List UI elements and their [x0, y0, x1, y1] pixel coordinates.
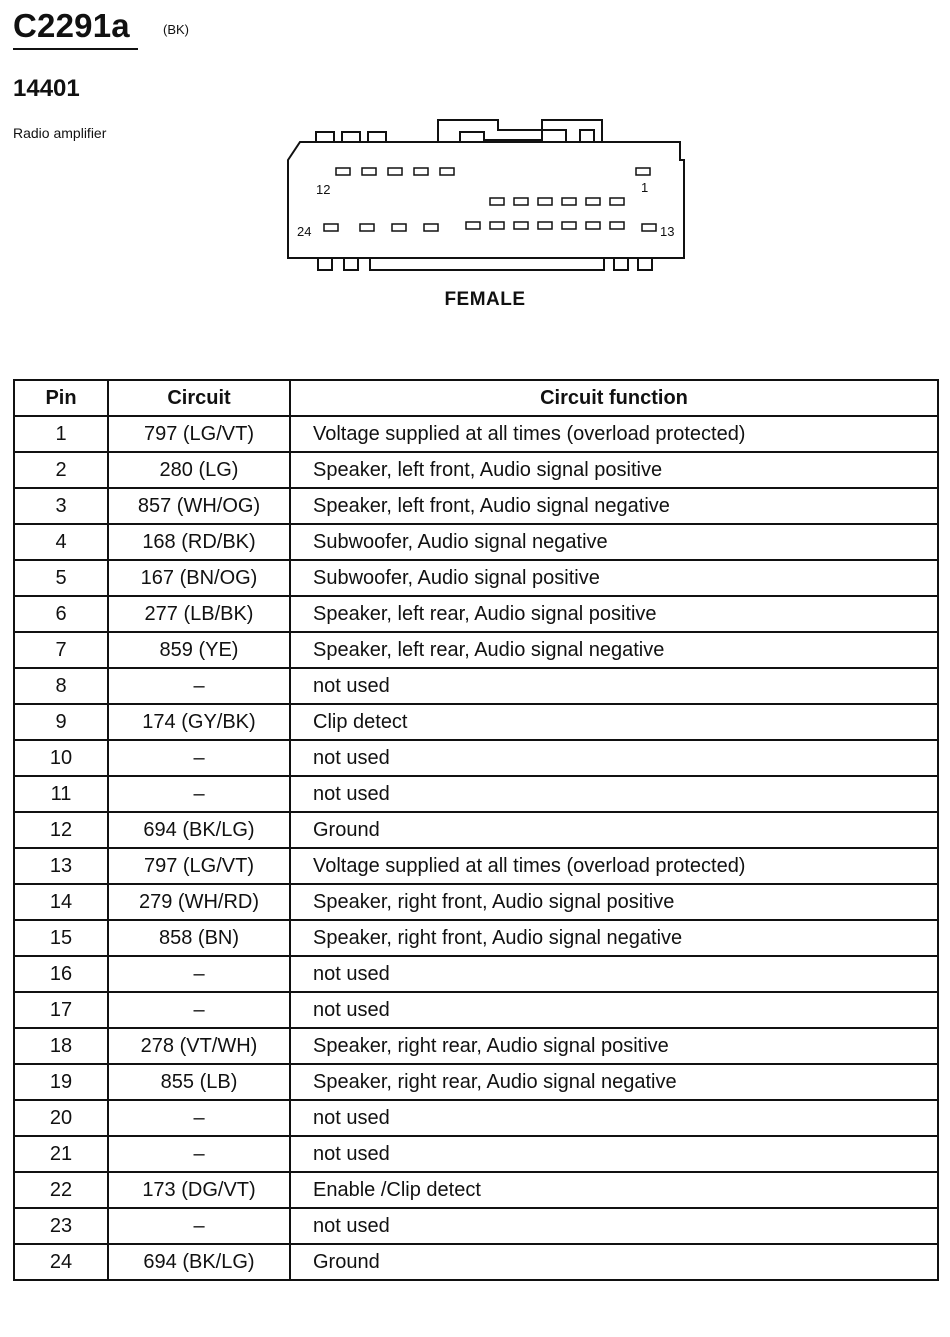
circuit-cell: 855 (LB) — [108, 1064, 290, 1100]
table-row — [14, 488, 938, 524]
circuit-cell: 279 (WH/RD) — [108, 884, 290, 920]
circuit-cell: 277 (LB/BK) — [108, 596, 290, 632]
circuit-cell: 797 (LG/VT) — [108, 848, 290, 884]
function-cell: Speaker, right rear, Audio signal positive — [290, 1028, 938, 1064]
pinout-table — [13, 379, 939, 1281]
connector-color-code: (BK) — [163, 22, 189, 37]
circuit-cell: 694 (BK/LG) — [108, 1244, 290, 1280]
function-cell: Speaker, left front, Audio signal negative — [290, 488, 938, 524]
circuit-cell: 858 (BN) — [108, 920, 290, 956]
pin-label-24: 24 — [297, 224, 312, 239]
function-cell: Clip detect — [290, 704, 938, 740]
header-circuit: Circuit — [108, 380, 290, 416]
pin-label-1: 1 — [641, 180, 649, 195]
circuit-cell: – — [108, 1100, 290, 1136]
function-cell: not used — [290, 740, 938, 776]
function-cell: Speaker, right rear, Audio signal negative — [290, 1064, 938, 1100]
pin-cell: 20 — [14, 1100, 108, 1136]
function-cell: Speaker, right front, Audio signal positive — [290, 884, 938, 920]
circuit-cell: – — [108, 1136, 290, 1172]
pin-cell: 18 — [14, 1028, 108, 1064]
pin-cell: 7 — [14, 632, 108, 668]
circuit-cell: – — [108, 992, 290, 1028]
circuit-cell: – — [108, 740, 290, 776]
circuit-cell: 168 (RD/BK) — [108, 524, 290, 560]
pin-cell: 17 — [14, 992, 108, 1028]
pin-cell: 11 — [14, 776, 108, 812]
circuit-cell: 174 (GY/BK) — [108, 704, 290, 740]
table-row — [14, 1100, 938, 1136]
pin-cell: 13 — [14, 848, 108, 884]
table-row — [14, 560, 938, 596]
function-cell: Speaker, left rear, Audio signal negative — [290, 632, 938, 668]
circuit-cell: 280 (LG) — [108, 452, 290, 488]
function-cell: not used — [290, 1136, 938, 1172]
table-row — [14, 812, 938, 848]
circuit-cell: 859 (YE) — [108, 632, 290, 668]
table-row — [14, 1172, 938, 1208]
connector-title: C2291a — [13, 7, 130, 44]
pin-cell: 23 — [14, 1208, 108, 1244]
circuit-cell: – — [108, 776, 290, 812]
circuit-cell: 694 (BK/LG) — [108, 812, 290, 848]
function-cell: Voltage supplied at all times (overload protected) — [290, 416, 938, 452]
table-row — [14, 1028, 938, 1064]
function-cell: Speaker, left rear, Audio signal positive — [290, 596, 938, 632]
table-row — [14, 992, 938, 1028]
table-row — [14, 1208, 938, 1244]
header-circuit-function: Circuit function — [290, 380, 938, 416]
function-cell: Speaker, left front, Audio signal positive — [290, 452, 938, 488]
circuit-cell: – — [108, 668, 290, 704]
pin-cell: 1 — [14, 416, 108, 452]
function-cell: Ground — [290, 812, 938, 848]
table-row — [14, 884, 938, 920]
circuit-cell: 173 (DG/VT) — [108, 1172, 290, 1208]
table-header-row — [14, 380, 938, 416]
table-row — [14, 524, 938, 560]
function-cell: Ground — [290, 1244, 938, 1280]
pin-label-13: 13 — [660, 224, 675, 239]
pin-cell: 5 — [14, 560, 108, 596]
header-pin: Pin — [14, 380, 108, 416]
pin-cell: 4 — [14, 524, 108, 560]
function-cell: not used — [290, 776, 938, 812]
table-row — [14, 740, 938, 776]
table-row — [14, 1136, 938, 1172]
title-underline — [13, 48, 138, 50]
table-row — [14, 776, 938, 812]
connector-gender-label: FEMALE — [444, 289, 526, 310]
table-row — [14, 704, 938, 740]
pin-label-12: 12 — [316, 182, 331, 197]
pin-cell: 22 — [14, 1172, 108, 1208]
pin-cell: 3 — [14, 488, 108, 524]
circuit-cell: 278 (VT/WH) — [108, 1028, 290, 1064]
function-cell: Speaker, right front, Audio signal negative — [290, 920, 938, 956]
table-row — [14, 452, 938, 488]
table-row — [14, 1064, 938, 1100]
function-cell: not used — [290, 1208, 938, 1244]
pin-cell: 9 — [14, 704, 108, 740]
circuit-cell: – — [108, 1208, 290, 1244]
pin-cell: 6 — [14, 596, 108, 632]
function-cell: Enable /Clip detect — [290, 1172, 938, 1208]
pin-cell: 2 — [14, 452, 108, 488]
circuit-cell: 167 (BN/OG) — [108, 560, 290, 596]
table-row — [14, 956, 938, 992]
function-cell: not used — [290, 992, 938, 1028]
circuit-cell: 797 (LG/VT) — [108, 416, 290, 452]
pin-cell: 14 — [14, 884, 108, 920]
component-number: 14401 — [13, 75, 80, 102]
connector-face-diagram — [280, 112, 695, 277]
function-cell: not used — [290, 956, 938, 992]
circuit-cell: 857 (WH/OG) — [108, 488, 290, 524]
pin-cell: 24 — [14, 1244, 108, 1280]
pin-cell: 8 — [14, 668, 108, 704]
function-cell: not used — [290, 668, 938, 704]
pin-cell: 21 — [14, 1136, 108, 1172]
function-cell: Subwoofer, Audio signal negative — [290, 524, 938, 560]
table-row — [14, 848, 938, 884]
pin-cell: 12 — [14, 812, 108, 848]
table-row — [14, 668, 938, 704]
table-body — [14, 416, 938, 1280]
function-cell: Voltage supplied at all times (overload protected) — [290, 848, 938, 884]
function-cell: not used — [290, 1100, 938, 1136]
table-row — [14, 596, 938, 632]
function-cell: Subwoofer, Audio signal positive — [290, 560, 938, 596]
pin-cell: 19 — [14, 1064, 108, 1100]
connector-outline-drawing — [280, 112, 695, 277]
table-row — [14, 416, 938, 452]
circuit-cell: – — [108, 956, 290, 992]
table-row — [14, 1244, 938, 1280]
table-row — [14, 920, 938, 956]
pin-cell: 10 — [14, 740, 108, 776]
component-description: Radio amplifier — [13, 125, 107, 141]
table-row — [14, 632, 938, 668]
pin-cell: 16 — [14, 956, 108, 992]
pin-cell: 15 — [14, 920, 108, 956]
